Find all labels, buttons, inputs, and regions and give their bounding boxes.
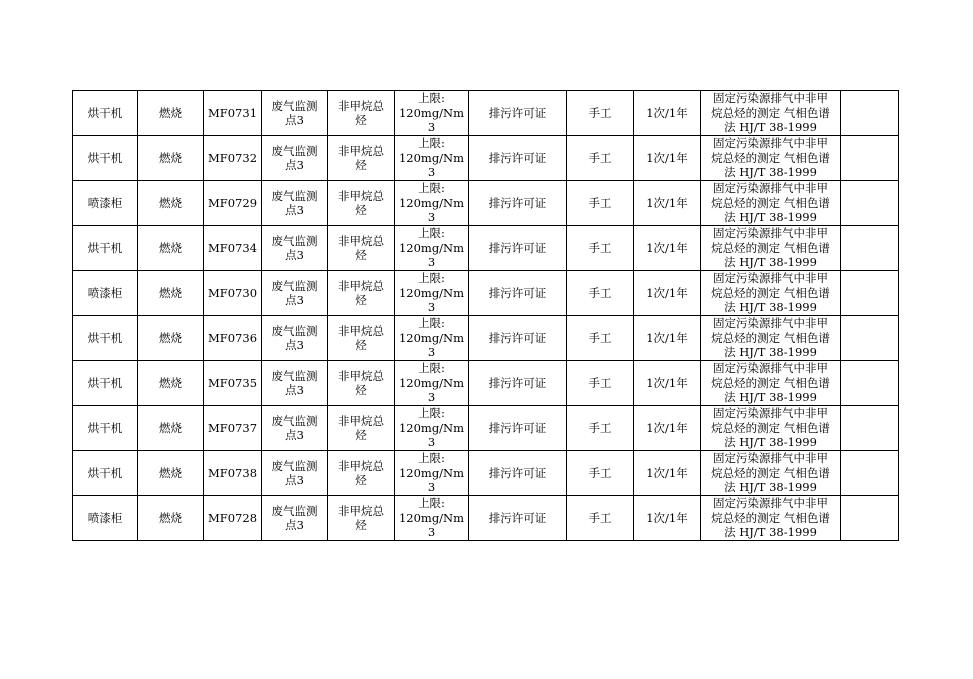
pollutant-cell-line: 非甲烷总: [338, 188, 384, 203]
facility-cell: 烘干机: [73, 316, 138, 361]
method-cell-line: 固定污染源排气中非甲: [713, 91, 828, 106]
method-cell-line: 法 HJ/T 38-1999: [724, 210, 817, 225]
frequency-cell: 1次/1年: [634, 496, 701, 541]
process-cell: 燃烧: [138, 271, 204, 316]
limit-cell-line: 3: [427, 165, 436, 180]
frequency-cell: 1次/1年: [634, 271, 701, 316]
basis-cell: 排污许可证: [469, 226, 567, 271]
remark-cell: [841, 496, 899, 541]
limit-cell-line: 3: [427, 210, 436, 225]
basis-cell: 排污许可证: [469, 361, 567, 406]
method-cell-line: 烷总烃的测定 气相色谱: [711, 150, 830, 165]
remark-cell: [841, 136, 899, 181]
limit-cell-line: 120mg/Nm: [398, 510, 465, 525]
limit-cell-line: 120mg/Nm: [398, 465, 465, 480]
method-cell: [701, 496, 841, 541]
method-cell-line: 固定污染源排气中非甲: [713, 136, 828, 151]
limit-cell: [395, 181, 469, 226]
limit-cell: [395, 406, 469, 451]
basis-cell: 排污许可证: [469, 406, 567, 451]
pollutant-cell-line: 烃: [355, 158, 367, 172]
monitoring-point-cell-line: 废气监测: [271, 413, 318, 428]
limit-cell: [395, 136, 469, 181]
pollutant-cell-line: 烃: [355, 338, 367, 352]
limit-cell-line: 上限:: [418, 271, 445, 286]
pollutant-cell-line: 烃: [355, 518, 367, 532]
basis-cell: 排污许可证: [469, 496, 567, 541]
outlet-id-cell: MF0737: [204, 406, 262, 451]
monitoring-point-cell-line: 废气监测: [271, 233, 318, 248]
facility-cell: 烘干机: [73, 451, 138, 496]
limit-cell-line: 3: [427, 525, 436, 540]
facility-cell: 烘干机: [73, 226, 138, 271]
monitoring-mode-cell: 手工: [567, 316, 634, 361]
method-cell-line: 固定污染源排气中非甲: [713, 406, 828, 421]
method-cell-line: 烷总烃的测定 气相色谱: [711, 195, 830, 210]
outlet-id-cell: MF0732: [204, 136, 262, 181]
facility-cell: 烘干机: [73, 136, 138, 181]
process-cell: 燃烧: [138, 136, 204, 181]
method-cell: [701, 136, 841, 181]
method-cell-line: 法 HJ/T 38-1999: [724, 345, 817, 360]
limit-cell-line: 上限:: [418, 91, 445, 106]
method-cell-line: 法 HJ/T 38-1999: [724, 165, 817, 180]
monitoring-point-cell-line: 废气监测: [271, 323, 318, 338]
monitoring-point-cell-line: 点3: [285, 518, 304, 532]
pollutant-cell: [328, 496, 395, 541]
monitoring-point-cell: [262, 451, 328, 496]
pollutant-cell-line: 非甲烷总: [338, 413, 384, 428]
method-cell-line: 烷总烃的测定 气相色谱: [711, 465, 830, 480]
monitoring-point-cell-line: 废气监测: [271, 98, 318, 113]
remark-cell: [841, 91, 899, 136]
method-cell-line: 烷总烃的测定 气相色谱: [711, 420, 830, 435]
frequency-cell: 1次/1年: [634, 91, 701, 136]
outlet-id-cell: MF0730: [204, 271, 262, 316]
facility-cell: 喷漆柜: [73, 181, 138, 226]
method-cell-line: 固定污染源排气中非甲: [713, 316, 828, 331]
monitoring-mode-cell: 手工: [567, 451, 634, 496]
method-cell: [701, 181, 841, 226]
method-cell-line: 法 HJ/T 38-1999: [724, 435, 817, 450]
basis-cell: 排污许可证: [469, 316, 567, 361]
process-cell: 燃烧: [138, 226, 204, 271]
limit-cell-line: 120mg/Nm: [398, 195, 465, 210]
monitoring-point-cell-line: 废气监测: [271, 458, 318, 473]
frequency-cell: 1次/1年: [634, 181, 701, 226]
method-cell-line: 烷总烃的测定 气相色谱: [711, 510, 830, 525]
monitoring-table: [72, 90, 899, 541]
remark-cell: [841, 406, 899, 451]
outlet-id-cell: MF0736: [204, 316, 262, 361]
pollutant-cell: [328, 136, 395, 181]
table-row: [73, 91, 899, 136]
process-cell: 燃烧: [138, 361, 204, 406]
monitoring-point-cell-line: 点3: [285, 158, 304, 172]
method-cell-line: 固定污染源排气中非甲: [713, 226, 828, 241]
remark-cell: [841, 316, 899, 361]
table-row: [73, 271, 899, 316]
remark-cell: [841, 226, 899, 271]
method-cell-line: 法 HJ/T 38-1999: [724, 255, 817, 270]
frequency-cell: 1次/1年: [634, 316, 701, 361]
monitoring-point-cell-line: 点3: [285, 203, 304, 217]
table-row: [73, 226, 899, 271]
pollutant-cell: [328, 361, 395, 406]
table-row: [73, 451, 899, 496]
remark-cell: [841, 361, 899, 406]
basis-cell: 排污许可证: [469, 451, 567, 496]
pollutant-cell: [328, 181, 395, 226]
method-cell-line: 法 HJ/T 38-1999: [724, 390, 817, 405]
pollutant-cell-line: 非甲烷总: [338, 98, 384, 113]
monitoring-mode-cell: 手工: [567, 181, 634, 226]
monitoring-point-cell: [262, 406, 328, 451]
monitoring-point-cell-line: 废气监测: [271, 278, 318, 293]
limit-cell-line: 上限:: [418, 181, 445, 196]
process-cell: 燃烧: [138, 451, 204, 496]
monitoring-point-cell: [262, 361, 328, 406]
table-row: [73, 361, 899, 406]
method-cell-line: 固定污染源排气中非甲: [713, 361, 828, 376]
limit-cell-line: 120mg/Nm: [398, 240, 465, 255]
frequency-cell: 1次/1年: [634, 451, 701, 496]
outlet-id-cell: MF0734: [204, 226, 262, 271]
limit-cell-line: 3: [427, 390, 436, 405]
process-cell: 燃烧: [138, 181, 204, 226]
method-cell-line: 烷总烃的测定 气相色谱: [711, 330, 830, 345]
monitoring-point-cell: [262, 91, 328, 136]
outlet-id-cell: MF0738: [204, 451, 262, 496]
basis-cell: 排污许可证: [469, 271, 567, 316]
method-cell: [701, 361, 841, 406]
outlet-id-cell: MF0729: [204, 181, 262, 226]
pollutant-cell-line: 烃: [355, 248, 367, 262]
limit-cell-line: 3: [427, 345, 436, 360]
method-cell: [701, 91, 841, 136]
monitoring-point-cell-line: 点3: [285, 293, 304, 307]
limit-cell-line: 120mg/Nm: [398, 420, 465, 435]
method-cell-line: 法 HJ/T 38-1999: [724, 120, 817, 135]
limit-cell: [395, 496, 469, 541]
limit-cell: [395, 271, 469, 316]
pollutant-cell-line: 烃: [355, 113, 367, 127]
pollutant-cell: [328, 271, 395, 316]
frequency-cell: 1次/1年: [634, 136, 701, 181]
monitoring-mode-cell: 手工: [567, 136, 634, 181]
method-cell-line: 固定污染源排气中非甲: [713, 496, 828, 511]
method-cell-line: 固定污染源排气中非甲: [713, 271, 828, 286]
method-cell-line: 固定污染源排气中非甲: [713, 451, 828, 466]
basis-cell: 排污许可证: [469, 136, 567, 181]
facility-cell: 喷漆柜: [73, 496, 138, 541]
pollutant-cell: [328, 316, 395, 361]
monitoring-mode-cell: 手工: [567, 361, 634, 406]
frequency-cell: 1次/1年: [634, 226, 701, 271]
outlet-id-cell: MF0731: [204, 91, 262, 136]
limit-cell-line: 120mg/Nm: [398, 330, 465, 345]
monitoring-mode-cell: 手工: [567, 496, 634, 541]
process-cell: 燃烧: [138, 91, 204, 136]
method-cell-line: 法 HJ/T 38-1999: [724, 300, 817, 315]
remark-cell: [841, 181, 899, 226]
table-body: [73, 91, 899, 541]
monitoring-point-cell-line: 点3: [285, 383, 304, 397]
limit-cell-line: 3: [427, 300, 436, 315]
limit-cell-line: 上限:: [418, 316, 445, 331]
pollutant-cell-line: 烃: [355, 383, 367, 397]
table-row: [73, 316, 899, 361]
method-cell-line: 烷总烃的测定 气相色谱: [711, 105, 830, 120]
limit-cell: [395, 451, 469, 496]
method-cell: [701, 271, 841, 316]
remark-cell: [841, 271, 899, 316]
limit-cell-line: 120mg/Nm: [398, 150, 465, 165]
table-row: [73, 136, 899, 181]
monitoring-point-cell-line: 点3: [285, 248, 304, 262]
limit-cell-line: 120mg/Nm: [398, 375, 465, 390]
table-row: [73, 406, 899, 451]
method-cell-line: 烷总烃的测定 气相色谱: [711, 240, 830, 255]
method-cell-line: 法 HJ/T 38-1999: [724, 480, 817, 495]
facility-cell: 喷漆柜: [73, 271, 138, 316]
pollutant-cell-line: 非甲烷总: [338, 143, 384, 158]
limit-cell-line: 上限:: [418, 496, 445, 511]
table-row: [73, 181, 899, 226]
pollutant-cell-line: 非甲烷总: [338, 458, 384, 473]
pollutant-cell: [328, 91, 395, 136]
pollutant-cell: [328, 406, 395, 451]
basis-cell: 排污许可证: [469, 91, 567, 136]
monitoring-point-cell: [262, 271, 328, 316]
method-cell-line: 烷总烃的测定 气相色谱: [711, 375, 830, 390]
limit-cell: [395, 91, 469, 136]
limit-cell-line: 上限:: [418, 361, 445, 376]
monitoring-point-cell-line: 点3: [285, 113, 304, 127]
limit-cell-line: 3: [427, 120, 436, 135]
monitoring-point-cell-line: 废气监测: [271, 143, 318, 158]
limit-cell-line: 3: [427, 255, 436, 270]
pollutant-cell: [328, 451, 395, 496]
limit-cell-line: 上限:: [418, 451, 445, 466]
pollutant-cell: [328, 226, 395, 271]
monitoring-point-cell: [262, 181, 328, 226]
process-cell: 燃烧: [138, 406, 204, 451]
limit-cell-line: 3: [427, 480, 436, 495]
pollutant-cell-line: 非甲烷总: [338, 368, 384, 383]
monitoring-point-cell: [262, 136, 328, 181]
limit-cell-line: 上限:: [418, 406, 445, 421]
limit-cell: [395, 361, 469, 406]
process-cell: 燃烧: [138, 316, 204, 361]
monitoring-point-cell-line: 点3: [285, 473, 304, 487]
monitoring-mode-cell: 手工: [567, 226, 634, 271]
monitoring-mode-cell: 手工: [567, 91, 634, 136]
method-cell-line: 固定污染源排气中非甲: [713, 181, 828, 196]
monitoring-point-cell-line: 废气监测: [271, 188, 318, 203]
pollutant-cell-line: 非甲烷总: [338, 233, 384, 248]
monitoring-mode-cell: 手工: [567, 271, 634, 316]
monitoring-point-cell-line: 废气监测: [271, 503, 318, 518]
method-cell: [701, 451, 841, 496]
pollutant-cell-line: 烃: [355, 293, 367, 307]
remark-cell: [841, 451, 899, 496]
monitoring-point-cell: [262, 226, 328, 271]
frequency-cell: 1次/1年: [634, 406, 701, 451]
pollutant-cell-line: 烃: [355, 428, 367, 442]
basis-cell: 排污许可证: [469, 181, 567, 226]
pollutant-cell-line: 非甲烷总: [338, 323, 384, 338]
method-cell: [701, 406, 841, 451]
limit-cell-line: 120mg/Nm: [398, 285, 465, 300]
monitoring-point-cell-line: 点3: [285, 338, 304, 352]
pollutant-cell-line: 烃: [355, 203, 367, 217]
monitoring-mode-cell: 手工: [567, 406, 634, 451]
facility-cell: 烘干机: [73, 361, 138, 406]
method-cell-line: 法 HJ/T 38-1999: [724, 525, 817, 540]
method-cell: [701, 226, 841, 271]
limit-cell-line: 上限:: [418, 226, 445, 241]
monitoring-point-cell: [262, 496, 328, 541]
outlet-id-cell: MF0728: [204, 496, 262, 541]
monitoring-point-cell-line: 点3: [285, 428, 304, 442]
table-row: [73, 496, 899, 541]
frequency-cell: 1次/1年: [634, 361, 701, 406]
outlet-id-cell: MF0735: [204, 361, 262, 406]
limit-cell: [395, 226, 469, 271]
limit-cell-line: 上限:: [418, 136, 445, 151]
pollutant-cell-line: 非甲烷总: [338, 503, 384, 518]
facility-cell: 烘干机: [73, 406, 138, 451]
monitoring-point-cell: [262, 316, 328, 361]
method-cell: [701, 316, 841, 361]
limit-cell: [395, 316, 469, 361]
facility-cell: 烘干机: [73, 91, 138, 136]
limit-cell-line: 3: [427, 435, 436, 450]
limit-cell-line: 120mg/Nm: [398, 105, 465, 120]
pollutant-cell-line: 烃: [355, 473, 367, 487]
method-cell-line: 烷总烃的测定 气相色谱: [711, 285, 830, 300]
process-cell: 燃烧: [138, 496, 204, 541]
pollutant-cell-line: 非甲烷总: [338, 278, 384, 293]
monitoring-point-cell-line: 废气监测: [271, 368, 318, 383]
